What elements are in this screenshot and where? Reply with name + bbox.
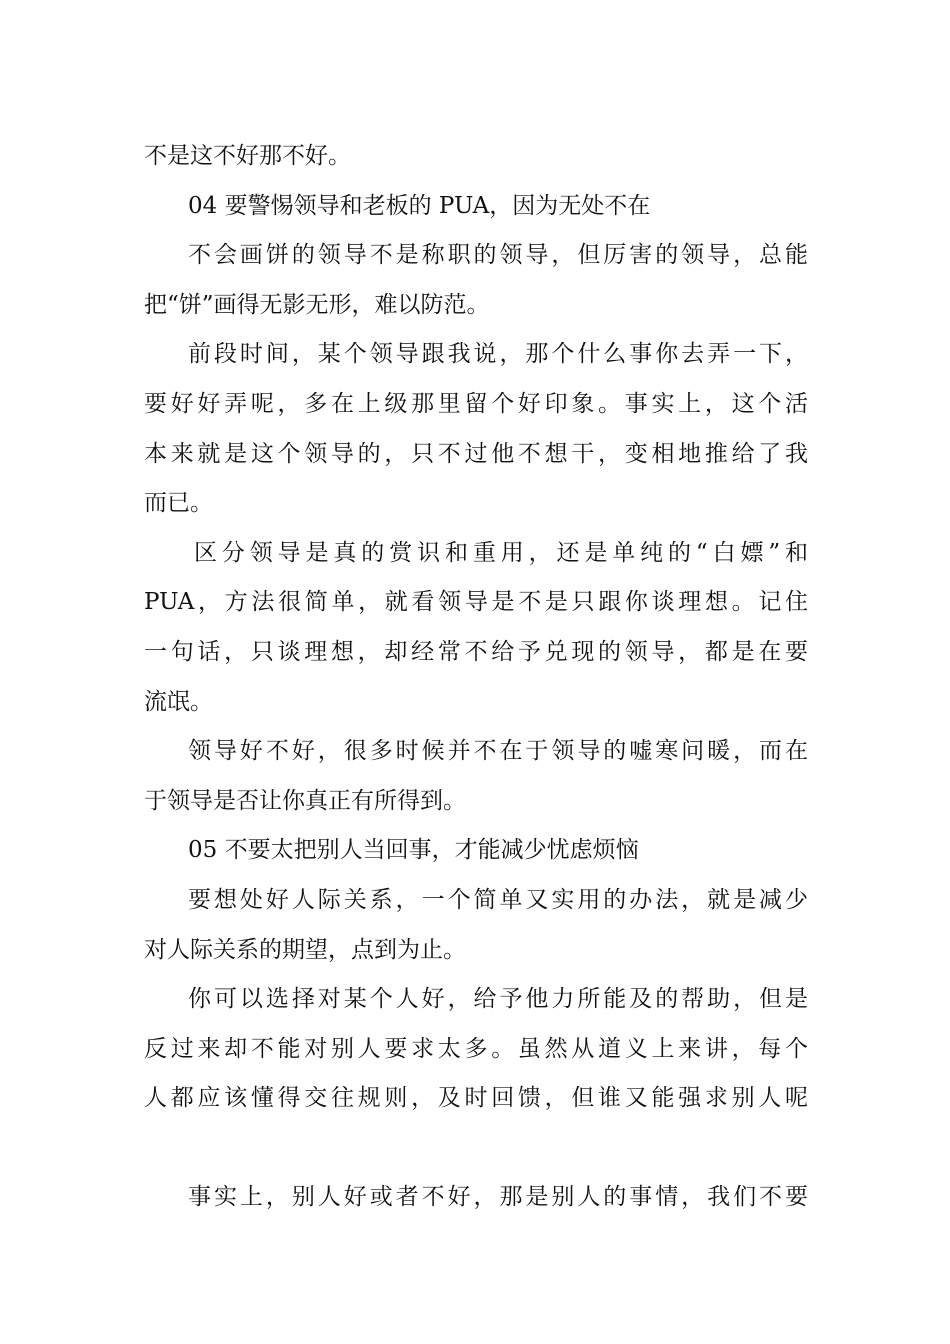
text-line: 不会画饼的领导不是称职的领导，但厉害的领导，总能 [188,242,808,269]
blank-line [144,1124,808,1174]
text-line: 你可以选择对某个人好，给予他力所能及的帮助，但是 [188,986,808,1013]
text-line: 要想处好人际关系，一个简单又实用的办法，就是减少 [188,886,808,913]
text-line: 不是这不好那不好。 [144,143,351,169]
text-line: 前段时间，某个领导跟我说，那个什么事你去弄一下， [188,341,808,368]
text-line: 领导好不好，很多时候并不在于领导的嘘寒问暖，而在 [188,738,808,765]
text-line: 反过来却不能对别人要求太多。虽然从道义上来讲，每个 [144,1035,808,1062]
text-line: 区分领导是真的赏识和重用，还是单纯的“白嫖”和 [194,539,808,566]
text-line: 流氓。 [144,688,213,715]
text-line: 本来就是这个领导的，只不过他不想干，变相地推给了我 [144,440,808,467]
text-line: PUA，方法很简单，就看领导是不是只跟你谈理想。记住 [144,589,808,616]
text-line: 把“饼”画得无影无形，难以防范。 [144,291,490,318]
document-body [144,132,808,1223]
section-heading-04: 04 要警惕领导和老板的 PUA，因为无处不在 [188,192,651,219]
text-line: 对人际关系的期望，点到为止。 [144,936,466,963]
section-heading-05: 05 不要太把别人当回事，才能减少忧虑烦恼 [188,837,639,864]
text-line: 于领导是否让你真正有所得到。 [144,787,466,814]
text-line: 而已。 [144,490,213,517]
text-line: 人都应该懂得交往规则，及时回馈，但谁又能强求别人呢 [144,1085,808,1112]
text-line: 一句话，只谈理想，却经常不给予兑现的领导，都是在要 [144,638,808,665]
text-line: 事实上，别人好或者不好，那是别人的事情，我们不要 [188,1184,808,1211]
text-line: 要好好弄呢，多在上级那里留个好印象。事实上，这个活 [144,390,808,417]
